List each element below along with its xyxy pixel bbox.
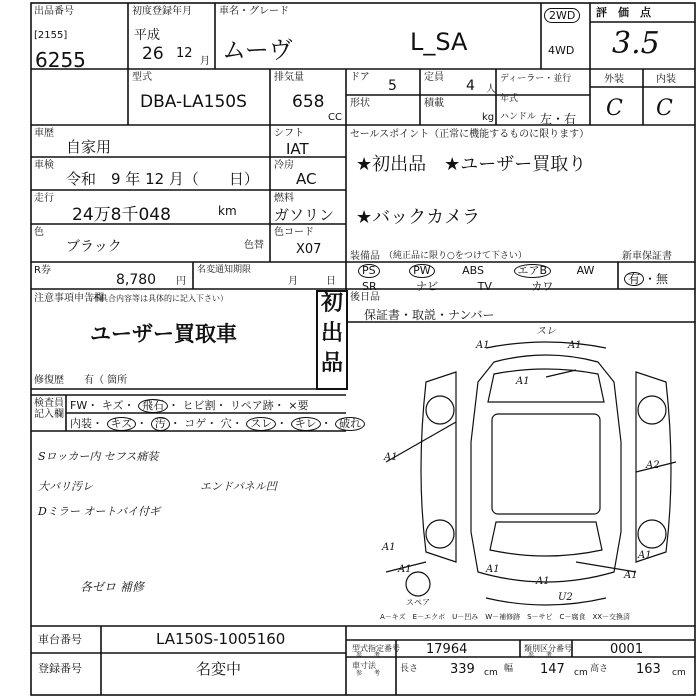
equip-pw: PW — [409, 264, 435, 278]
wheel-rear-right — [638, 520, 666, 548]
insp-int-hole: 穴 — [220, 417, 232, 430]
chassis-label: 車台番号 — [38, 633, 82, 646]
handle-label: ハンドル — [500, 112, 537, 122]
first-reg-era: 平成 — [134, 28, 161, 43]
car-name-label: 車名・グレード — [219, 6, 289, 17]
stamp-char-1: 初 — [320, 291, 343, 316]
lot-label: 出品番号 — [34, 6, 74, 17]
insp-interior: 内装 — [70, 417, 92, 430]
repair-label: 修復歴 — [34, 375, 64, 386]
inspector-row1: FW・ キズ・ 飛石 ・ ヒビ割・ リペア跡・ ×要 — [70, 399, 309, 412]
equipment-row1 — [352, 264, 614, 278]
handwritten-line4: エンドパネル凹 — [200, 480, 277, 493]
width-unit: cm — [574, 668, 588, 678]
rear-window — [490, 522, 602, 556]
color: ブラック — [66, 239, 122, 255]
category-label: 類別区分番号 — [524, 644, 572, 653]
wheel-front-left — [426, 396, 454, 424]
insp-repair: リペア跡 — [230, 399, 274, 412]
lot-number: 6255 — [35, 48, 86, 72]
color-label: 色 — [34, 227, 44, 238]
handle-value: 左・右 — [540, 112, 577, 126]
insp-scratch: キズ — [101, 399, 124, 412]
dealer-label: ディーラー・並行 — [500, 74, 572, 84]
designation: 17964 — [426, 642, 468, 657]
spare-label: スペア — [406, 598, 430, 607]
mark-10: A1 — [536, 576, 550, 587]
grade: L_SA — [410, 28, 468, 56]
rear-bumper — [486, 598, 606, 605]
mark-5: A1 — [384, 452, 398, 463]
fuel-label: 燃料 — [274, 193, 294, 204]
equip-sr: SR — [362, 280, 377, 293]
recycle-unit: 円 — [176, 276, 186, 287]
rating-value: 3.5 — [612, 26, 660, 61]
stamp-char-3: 品 — [320, 351, 343, 376]
displacement-unit: CC — [328, 112, 342, 123]
first-reg-year: 26 — [142, 44, 164, 64]
mark-6: A2 — [646, 460, 660, 471]
drive-2wd: 2WD — [544, 8, 580, 23]
usage-label: 車歴 — [34, 128, 54, 139]
lot-code: [2155] — [34, 30, 68, 41]
length-label: 長さ — [400, 664, 419, 674]
wheel-rear-left — [426, 520, 454, 548]
drive-4wd: 4WD — [548, 44, 575, 57]
height-unit: cm — [672, 668, 686, 678]
equip-abs: ABS — [462, 264, 485, 277]
insp-crack: ヒビ割 — [182, 399, 216, 412]
category: 0001 — [610, 642, 644, 657]
repair-value: 有（ 箇所 — [84, 375, 128, 386]
stamp-char-2: 出 — [320, 321, 343, 346]
width: 147 — [540, 662, 565, 677]
handwritten-line1: Sロッカー内 セフス痛装 — [38, 450, 159, 463]
first-reg-label: 初度登録年月 — [132, 6, 192, 17]
roof — [492, 414, 600, 514]
insp-int-scratch: キズ — [107, 417, 137, 431]
doors: 5 — [388, 78, 397, 94]
exterior-grade: C — [606, 96, 623, 121]
warranty-value: 有 ・無 — [624, 270, 668, 287]
sales-point-line2: ★バックカメラ — [356, 207, 481, 228]
mark-1: スレ — [536, 326, 556, 337]
name-change-day: 日 — [326, 276, 336, 287]
mark-13: U2 — [558, 592, 573, 603]
color-code-label: 色コード — [274, 227, 314, 238]
interior-grade: C — [656, 96, 673, 121]
car-damage-diagram — [346, 322, 695, 626]
mark-4: A1 — [516, 376, 530, 387]
insp-int-cut: キレ — [291, 417, 321, 431]
displacement-label: 排気量 — [274, 72, 304, 83]
equip-navi: ナビ — [416, 280, 439, 293]
mark-7: A1 — [382, 542, 396, 553]
mark-2: A1 — [476, 340, 490, 351]
mark-3: A1 — [568, 340, 582, 351]
doors-label: ドア — [350, 72, 370, 83]
insp-int-tear: 破れ — [335, 417, 365, 431]
height: 163 — [636, 662, 661, 677]
equipment-label: 装備品 — [350, 251, 380, 262]
handwritten-line3: Dミラー オートバイ付ギ — [38, 505, 161, 518]
first-reg-month-unit: 月 — [200, 56, 210, 67]
insp-required: ×要 — [288, 399, 309, 412]
displacement: 658 — [292, 92, 325, 112]
width-label: 幅 — [504, 664, 514, 674]
sales-points-label: セールスポイント（正常に機能するものに限ります） — [350, 129, 590, 140]
shape-label: 形状 — [350, 98, 370, 109]
repaint-label: 色替 — [244, 240, 264, 251]
handwritten-line5: 各ゼロ 補修 — [80, 580, 144, 594]
color-code: X07 — [296, 242, 322, 257]
registration: 名変中 — [196, 660, 242, 678]
designation-sub: 参 考 — [356, 652, 381, 659]
load-label: 積載 — [424, 98, 444, 109]
size-label: 車寸法 — [352, 661, 376, 670]
exterior-label: 外装 — [604, 74, 624, 85]
damage-legend: A－キズ E－エクボ U－凹み W－補修跡 S－サビ C－腐食 XX－交換済 — [380, 613, 631, 621]
length-unit: cm — [484, 668, 498, 678]
load-unit: kg — [482, 112, 495, 123]
mark-9: A1 — [486, 564, 500, 575]
equip-airbag: エアB — [514, 264, 552, 278]
capacity: 4 — [466, 78, 475, 94]
interior-label: 内装 — [656, 74, 676, 85]
mark-12: A1 — [638, 550, 652, 561]
chassis: LA150S-1005160 — [156, 630, 286, 648]
recycle-amount: 8,780 — [116, 272, 157, 288]
warranty-label: 新車保証書 — [622, 251, 672, 262]
rating-label: 評 価 点 — [596, 6, 651, 19]
spare-tire — [406, 572, 430, 596]
model-year-label: 年式 — [500, 94, 519, 104]
ac-label: 冷房 — [274, 160, 294, 171]
equipment-sublabel: （純正品に限り○をつけて下さい） — [384, 251, 527, 261]
height-label: 高さ — [590, 664, 609, 674]
notes-sublabel: （不具合内容等は具体的に記入下さい） — [84, 294, 228, 303]
front-bumper — [486, 342, 606, 348]
car-name: ムーヴ — [222, 36, 293, 64]
recycle-label: R券 — [34, 265, 51, 276]
model: DBA-LA150S — [140, 92, 247, 112]
registration-label: 登録番号 — [38, 662, 82, 675]
warranty-yes: 有 — [624, 272, 644, 286]
mileage: 24万8千048 — [72, 205, 171, 225]
shift-label: シフト — [274, 128, 304, 139]
shift: IAT — [286, 140, 309, 158]
usage: 自家用 — [66, 138, 112, 156]
equip-tv: TV — [477, 280, 492, 293]
mark-11: A1 — [624, 570, 638, 581]
inspector-row2: 内装・ キズ ・ 汚 ・ コゲ・ 穴・ スレ ・ キレ ・ 破れ — [70, 415, 365, 431]
car-body-top — [471, 355, 621, 582]
inspection: 令和 9 年 12 月（ 日） — [66, 170, 259, 188]
mileage-label: 走行 — [34, 193, 54, 204]
insp-chip: 飛石 — [138, 399, 168, 413]
insp-int-burn: コゲ — [184, 417, 207, 430]
designation-label: 型式指定番号 — [352, 644, 400, 653]
name-change-label: 名変通知期限 — [197, 265, 252, 275]
capacity-label: 定員 — [424, 72, 444, 83]
wheel-front-right — [638, 396, 666, 424]
capacity-unit: 人 — [486, 84, 496, 95]
equip-aw: AW — [576, 264, 595, 277]
equip-leather: カワ — [531, 280, 554, 293]
name-change-month: 月 — [288, 276, 298, 287]
ac: AC — [296, 170, 317, 188]
insp-int-dirt: 汚 — [151, 417, 170, 431]
sales-point-line1: ★初出品 ★ユーザー買取り — [356, 154, 587, 175]
mileage-unit: km — [218, 204, 237, 218]
size-sub: 参 考 — [356, 670, 381, 677]
inspector-label: 検査員 記入欄 — [34, 398, 64, 420]
notes-label: 注意事項申告欄 — [34, 293, 104, 304]
windshield — [488, 369, 604, 402]
equip-ps: PS — [358, 264, 380, 278]
length: 339 — [450, 662, 475, 677]
model-label: 型式 — [132, 72, 152, 83]
insp-fw: FW — [70, 399, 88, 412]
equipment-row2 — [352, 278, 614, 294]
mark-8: A1 — [398, 564, 412, 575]
inspection-label: 車検 — [34, 160, 54, 171]
first-listing-stamp — [316, 290, 348, 390]
warranty-no: 無 — [656, 272, 669, 286]
handwritten-line2: 大バリ汚レ — [38, 480, 93, 493]
notes-text: ユーザー買取車 — [90, 322, 237, 346]
documents-label: 後日品 — [350, 292, 380, 303]
category-sub: 参 考 — [528, 652, 553, 659]
first-reg-month: 12 — [176, 46, 193, 61]
documents-value: 保証書・取説・ナンバー — [364, 308, 495, 322]
insp-int-wear: スレ — [246, 417, 276, 431]
fuel: ガソリン — [274, 206, 335, 224]
